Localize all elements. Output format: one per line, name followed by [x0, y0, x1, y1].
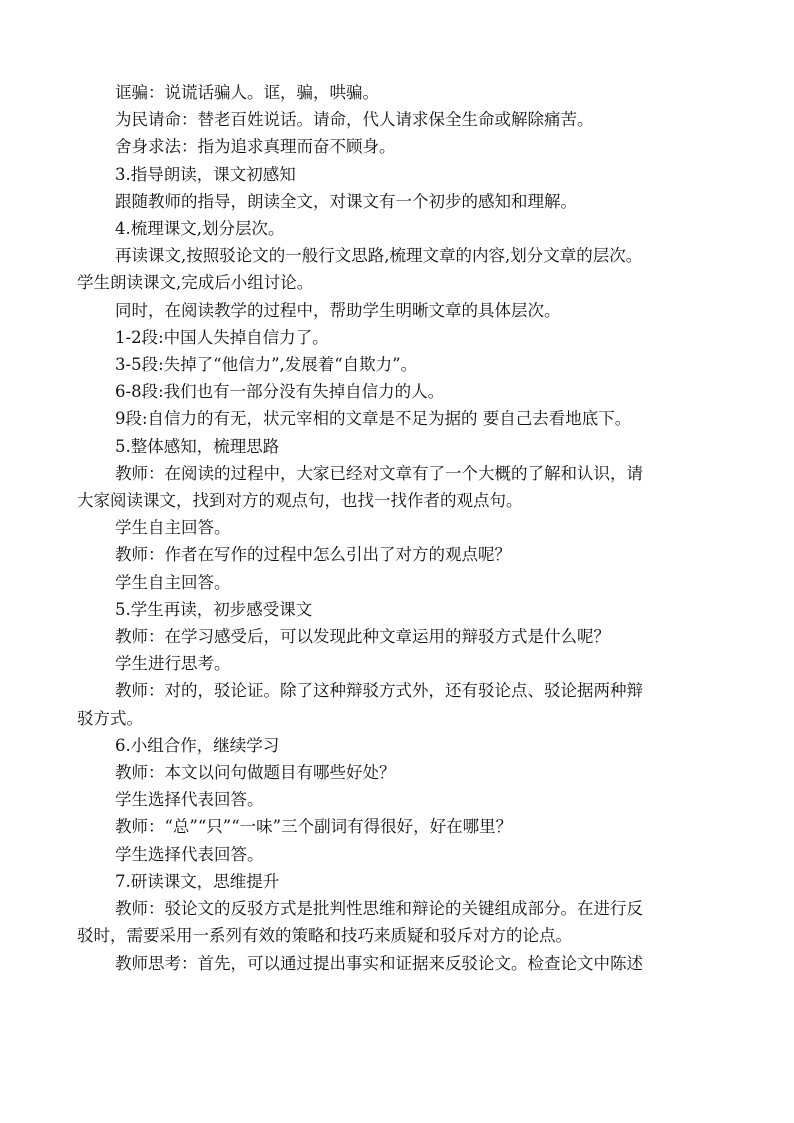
paragraph-teacher-7: 教师：驳论文的反驳方式是批判性思维和辩论的关键组成部分。在进行反: [115, 899, 643, 919]
paragraph-teacher-2: 教师：作者在写作的过程中怎么引出了对方的观点呢？: [115, 545, 511, 565]
section-heading-3: 3.指导朗读，课文初感知: [115, 164, 296, 184]
paragraph-teacher-4: 教师：对的，驳论证。除了这种辩驳方式外，还有驳论点、驳论据两种辩: [115, 681, 643, 701]
paragraph-student-1: 学生自主回答。: [115, 518, 231, 538]
paragraph-student-2: 学生自主回答。: [115, 572, 231, 592]
paragraph-student-5: 学生选择代表回答。: [115, 844, 264, 864]
paragraph-2: 为民请命：替老百姓说话。请命，代人请求保全生命或解除痛苦。: [115, 110, 594, 130]
layer-item-4: 9段:自信力的有无，状元宰相的文章是不足为据的 要自己去看地底下。: [115, 409, 632, 429]
paragraph-3: 舍身求法：指为追求真理而奋不顾身。: [115, 137, 396, 157]
paragraph-teacher-3: 教师：在学习感受后，可以发现此种文章运用的辩驳方式是什么呢？: [115, 627, 610, 647]
paragraph-teacher-1-continuation: 大家阅读课文，找到对方的观点句，也找一找作者的观点句。: [77, 491, 523, 511]
paragraph-8: 同时，在阅读教学的过程中，帮助学生明晰文章的具体层次。: [115, 300, 561, 320]
paragraph-student-3: 学生进行思考。: [115, 654, 231, 674]
paragraph-teacher-8: 教师思考：首先，可以通过提出事实和证据来反驳论文。检查论文中陈述: [115, 953, 643, 973]
layer-item-2: 3-5段:失掉了“他信力”,发展着“自欺力”。: [115, 355, 418, 375]
layer-item-1: 1-2段:中国人失掉自信力了。: [115, 327, 329, 347]
paragraph-teacher-6: 教师：“总”“只”“一味”三个副词有得很好，好在哪里？: [115, 817, 513, 837]
paragraph-7: 再读课文,按照驳论文的一般行文思路,梳理文章的内容,划分文章的层次。: [115, 246, 643, 266]
section-heading-4: 4.梳理课文,划分层次。: [115, 219, 285, 239]
section-heading-7: 7.研读课文，思维提升: [115, 871, 280, 891]
paragraph-1: 诓骗：说谎话骗人。诓，骗，哄骗。: [115, 83, 379, 102]
paragraph-teacher-7-continuation: 驳时，需要采用一系列有效的策略和技巧来质疑和驳斥对方的论点。: [77, 926, 572, 946]
section-heading-5b: 5.学生再读，初步感受课文: [115, 599, 313, 619]
document-body: [77, 79, 721, 977]
layer-item-3: 6-8段:我们也有一部分没有失掉自信力的人。: [115, 382, 445, 402]
section-heading-6: 6.小组合作，继续学习: [115, 735, 280, 755]
section-heading-5a: 5.整体感知，梳理思路: [115, 436, 280, 456]
paragraph-7-continuation: 学生朗读课文,完成后小组讨论。: [77, 273, 314, 293]
paragraph-student-4: 学生选择代表回答。: [115, 790, 264, 810]
paragraph-5: 跟随教师的指导，朗读全文，对课文有一个初步的感知和理解。: [115, 191, 577, 211]
paragraph-teacher-4-continuation: 驳方式。: [77, 708, 143, 728]
paragraph-teacher-5: 教师：本文以问句做题目有哪些好处？: [115, 763, 396, 783]
paragraph-teacher-1: 教师：在阅读的过程中，大家已经对文章有了一个大概的了解和认识，请: [115, 463, 643, 483]
